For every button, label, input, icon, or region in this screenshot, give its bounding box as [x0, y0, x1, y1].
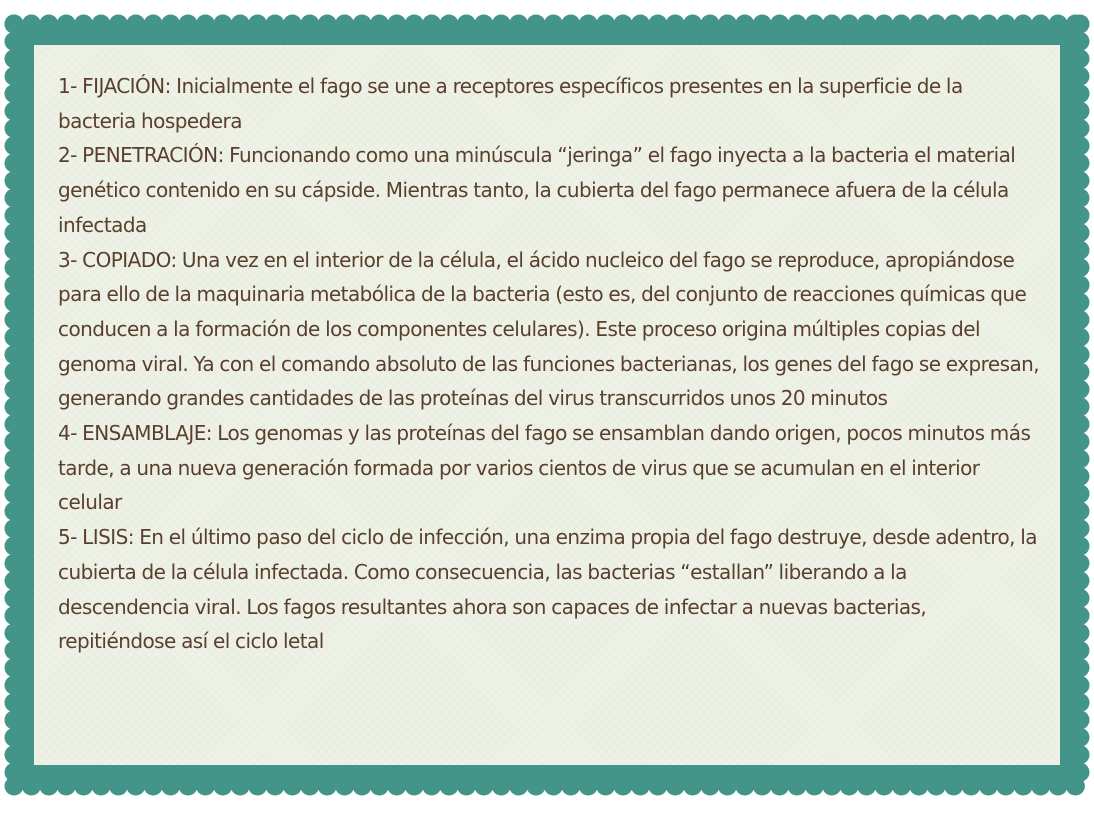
step-copiado: 3- COPIADO: Una vez en el interior de la célula, el ácido nucleico del fago se reproduce, apropiándose para ello de la maquinaria metabólica de la bacteria (esto es, del conjunto de reacciones químicas que conducen a la formación de los componentes celulares). Este proceso origina múltiples copias del genoma viral. Ya con el comando absoluto de las funciones bacterianas, los genes del fago se expresan, generando grandes cantidades de las proteínas del virus transcurridos unos 20 minutos — [58, 247, 1040, 411]
step-penetracion: 2- PENETRACIÓN: Funcionando como una minúscula “jeringa” el fago inyecta a la bacteria el material genético contenido en su cápside. Mientras tanto, la cubierta del fago permanece afuera de la célula infectada — [58, 143, 1016, 237]
step-lisis: 5- LISIS: En el último paso del ciclo de infección, una enzima propia del fago destruye, desde adentro, la cubierta de la célula infectada. Como consecuencia, las bacterias “estallan” liberando a la descendencia viral. Los fagos resultantes ahora son capaces de infectar a nuevas bacterias, repitiéndose así el ciclo letal — [58, 525, 1038, 654]
step-ensamblaje: 4- ENSAMBLAJE: Los genomas y las proteínas del fago se ensamblan dando origen, pocos minutos más tarde, a una nueva generación formada por varios cientos de virus que se acumulan en el interior celular — [58, 421, 1031, 515]
step-list — [58, 69, 1040, 659]
text-panel — [34, 45, 1060, 765]
step-fijacion: 1- FIJACIÓN: Inicialmente el fago se une a receptores específicos presentes en la superficie de la bacteria hospedera — [58, 74, 963, 133]
